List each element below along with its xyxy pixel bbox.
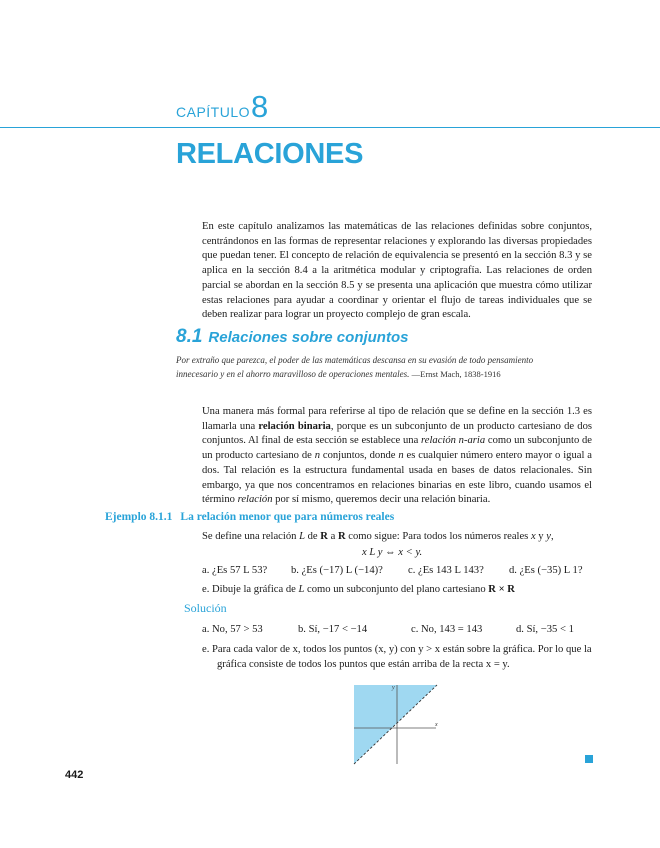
answer-d: d. Sí, −35 < 1 xyxy=(516,624,574,635)
epigraph-quote: Por extraño que parezca, el poder de las matemáticas descansa en su evasión de todo pensamiento innecesario y en el ahorro maravilloso de operaciones mentales. xyxy=(176,355,534,379)
body-text: conjuntos, donde xyxy=(320,450,399,462)
set-RxR: R × R xyxy=(488,584,515,595)
term-binary-relation: relación binaria xyxy=(258,420,331,432)
question-a: a. ¿Es 57 L 53? xyxy=(202,565,268,576)
example-title: La relación menor que para números reales xyxy=(180,511,395,523)
question-c: c. ¿Es 143 L 143? xyxy=(408,565,484,576)
chapter-word: CAPÍTULO xyxy=(176,104,251,120)
answer-e xyxy=(202,642,598,672)
def-text: , xyxy=(550,531,554,542)
solution-label: Solución xyxy=(184,601,227,615)
relation-graph xyxy=(350,680,442,768)
def-text: a xyxy=(327,531,338,542)
body-paragraph xyxy=(202,405,592,508)
var-n: n xyxy=(314,450,320,462)
body-text: , porque es un subconjunto de un producto cartesiano de dos conjuntos. Al final de esta sección se establece una xyxy=(202,420,593,447)
example-heading xyxy=(105,511,394,523)
epigraph xyxy=(176,353,576,381)
epigraph-author: —Ernst Mach, 1838-1916 xyxy=(411,369,501,379)
answer-e-text: e. Para cada valor de x, todos los puntos (x, y) con y > x están sobre la gráfica. Por lo que la gráfica consiste de todos los puntos que están arriba de la recta x = y. xyxy=(202,644,592,670)
def-text: de xyxy=(304,531,321,542)
body-text: Una manera más formal para referirse al tipo de relación que se define en la sección 1.3 es llamarla una xyxy=(202,406,592,432)
chapter-label xyxy=(176,89,268,125)
section-number: 8.1 xyxy=(176,326,203,347)
example-number: Ejemplo 8.1.1 xyxy=(105,511,173,523)
answer-a: a. No, 57 > 53 xyxy=(202,624,263,635)
term-nary-relation: relación n-aria xyxy=(421,435,486,447)
set-R: R xyxy=(337,531,346,542)
term-relation: relación xyxy=(237,494,273,506)
graph-y-label: y xyxy=(392,685,395,691)
var-L: L xyxy=(298,584,305,595)
def-text: y xyxy=(535,531,547,542)
var-x: x xyxy=(530,531,536,542)
page-number: 442 xyxy=(65,769,84,781)
chapter-intro: En este capítulo analizamos las matemáticas de las relaciones definidas sobre conjuntos, centrándonos en las formas de representar relaciones y explorando las diversas propiedades que puedan tener. El concepto de relación de equivalencia se presentó en la sección 8.3 y se aplica en la sección 8.4 a la aritmética modular y criptografía. Las relaciones de orden parcial se abordan en la sección 8.5 y se presenta una aplicación que muestra cómo utilizar estas relaciones para ayudar a coordinar y orientar el flujo de tareas individuales que se deben realizar para lograr un proyecto complejo de gran escala. xyxy=(202,221,592,321)
body-text: por sí mismo, queremos decir una relación binaria. xyxy=(272,494,491,506)
relation-formula: x L y ⇔ x < y. xyxy=(362,547,423,558)
var-n: n xyxy=(398,450,404,462)
answer-c: c. No, 143 = 143 xyxy=(411,624,483,635)
def-text: como sigue: Para todos los números reales xyxy=(345,531,531,542)
chapter-title: RELACIONES xyxy=(176,138,364,170)
question-b: b. ¿Es (−17) L (−14)? xyxy=(291,565,383,576)
chapter-number: 8 xyxy=(251,89,269,124)
answer-b: b. Sí, −17 < −14 xyxy=(298,624,368,635)
answer-list xyxy=(202,624,602,640)
var-y: y xyxy=(546,531,551,542)
question-e-text: e. Dibuje la gráfica de xyxy=(202,584,299,595)
graph-x-label: x xyxy=(435,722,438,728)
def-text: Se define una relación xyxy=(202,531,300,542)
section-title: Relaciones sobre conjuntos xyxy=(208,329,409,346)
body-text: es cualquier número entero mayor o igual a dos. Tal relación es la estructura fundamental usada en bases de datos relacionales. Sin embargo, ya que nos concentramos en relaciones binarias en este libro, cuando usamos el término xyxy=(202,450,592,506)
question-d: d. ¿Es (−35) L 1? xyxy=(509,565,583,576)
question-list xyxy=(202,565,602,581)
graph-shaded-region xyxy=(354,685,437,764)
example-definition xyxy=(202,531,554,542)
body-text: como un subconjunto de un producto cartesiano de xyxy=(202,435,593,462)
question-e xyxy=(202,584,515,595)
end-of-example-marker xyxy=(585,755,593,763)
set-R: R xyxy=(320,531,328,542)
question-e-text: como un subconjunto del plano cartesiano xyxy=(304,584,489,595)
section-heading xyxy=(176,326,408,348)
var-L: L xyxy=(299,531,305,542)
chapter-rule xyxy=(0,127,660,128)
